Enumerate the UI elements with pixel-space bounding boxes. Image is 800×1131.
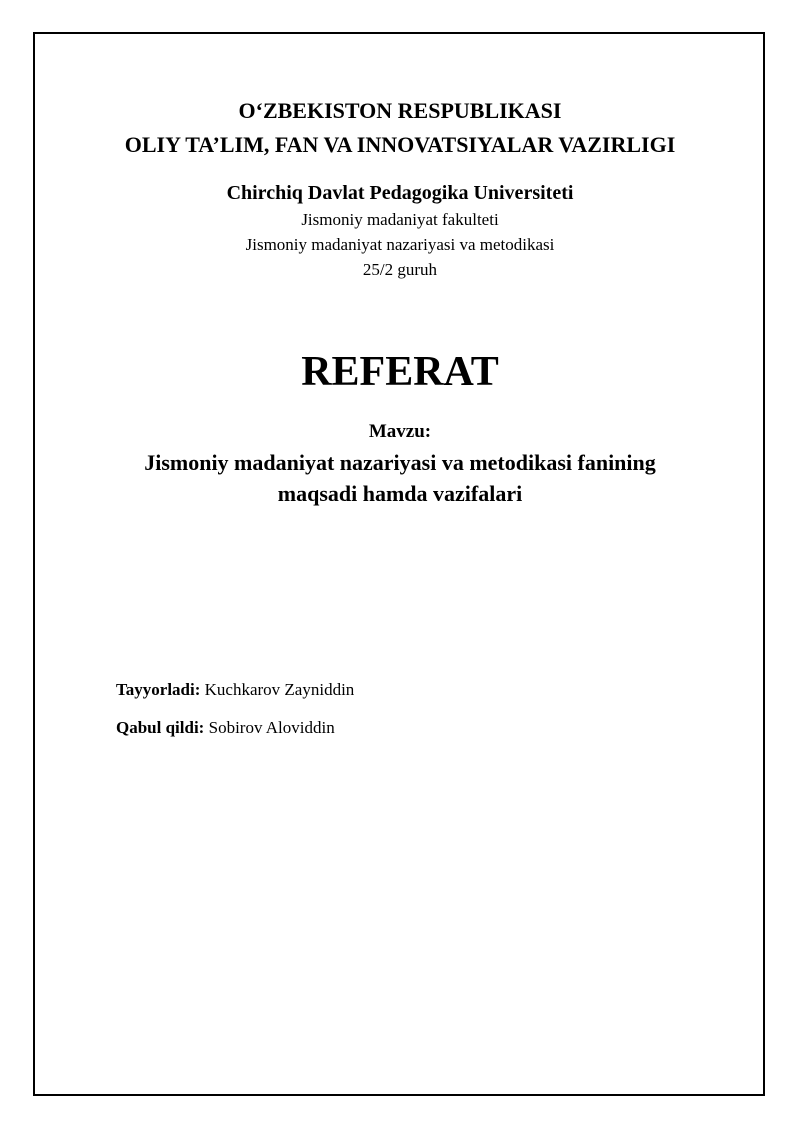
topic-title-line-2: maqsadi hamda vazifalari	[277, 481, 523, 506]
prepared-by-name: Kuchkarov Zayniddin	[204, 680, 355, 699]
document-type: REFERAT	[301, 349, 499, 395]
topic-label: Mavzu:	[368, 421, 432, 442]
prepared-by-row	[116, 681, 354, 698]
topic-title-line-1: Jismoniy madaniyat nazariyasi va metodikasi fanining	[144, 450, 656, 475]
accepted-by-name: Sobirov Aloviddin	[208, 718, 335, 737]
university-name: Chirchiq Davlat Pedagogika Universiteti	[226, 182, 574, 204]
ministry-title-line-1: O‘ZBEKISTON RESPUBLIKASI	[238, 98, 562, 123]
group-name: 25/2 guruh	[362, 260, 438, 279]
accepted-by-label: Qabul qildi:	[116, 718, 205, 737]
accepted-by-row	[116, 719, 335, 736]
ministry-title-line-2: OLIY TA’LIM, FAN VA INNOVATSIYALAR VAZIRLIGI	[124, 132, 676, 157]
prepared-by-label: Tayyorladi:	[116, 680, 201, 699]
faculty-name: Jismoniy madaniyat fakulteti	[301, 210, 499, 229]
department-name: Jismoniy madaniyat nazariyasi va metodikasi	[245, 235, 555, 254]
